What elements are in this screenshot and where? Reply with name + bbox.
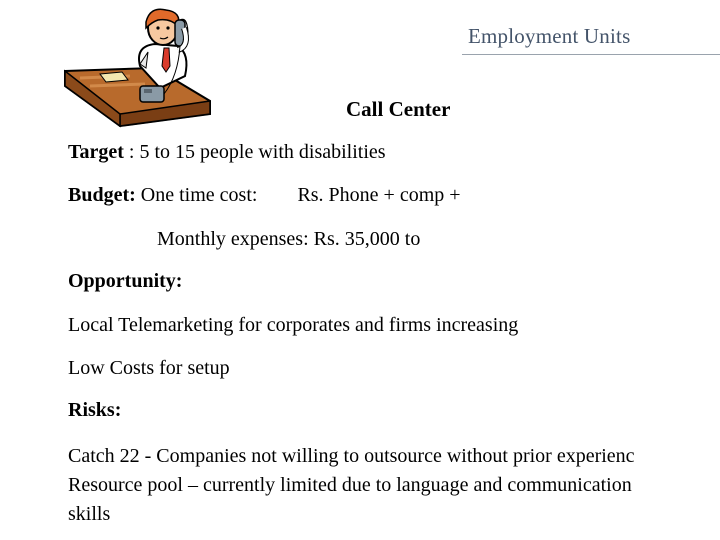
opportunity-heading-text: Opportunity: <box>68 270 183 292</box>
budget-one-time-value: Rs. Phone + comp + <box>297 184 461 206</box>
risks-heading <box>68 399 121 422</box>
budget-monthly: Monthly expenses: Rs. 35,000 to <box>157 228 421 250</box>
target-text: 5 to 15 people with disabilities <box>139 141 386 163</box>
budget-one-time-label: One time cost: <box>140 184 258 206</box>
target-separator: : <box>123 141 140 163</box>
slide-subtitle: Call Center <box>346 97 451 121</box>
header-rule <box>462 54 720 55</box>
risks-line: Resource pool – currently limited due to language and communication <box>68 474 632 496</box>
risks-heading-text: Risks: <box>68 399 122 421</box>
budget-label: Budget: <box>68 184 136 206</box>
opportunity-item: Low Costs for setup <box>68 357 230 379</box>
budget-line <box>68 184 461 207</box>
header-title: Employment Units <box>468 24 631 48</box>
target-line <box>68 141 386 164</box>
opportunity-item: Local Telemarketing for corporates and firms increasing <box>68 314 519 336</box>
target-label: Target <box>68 141 124 163</box>
risks-line: Catch 22 - Companies not willing to outsource without prior experienc <box>68 445 635 467</box>
opportunity-heading <box>68 270 182 293</box>
risks-line: skills <box>68 503 111 525</box>
call-center-worker-icon <box>60 6 220 146</box>
risks-body <box>68 442 635 529</box>
